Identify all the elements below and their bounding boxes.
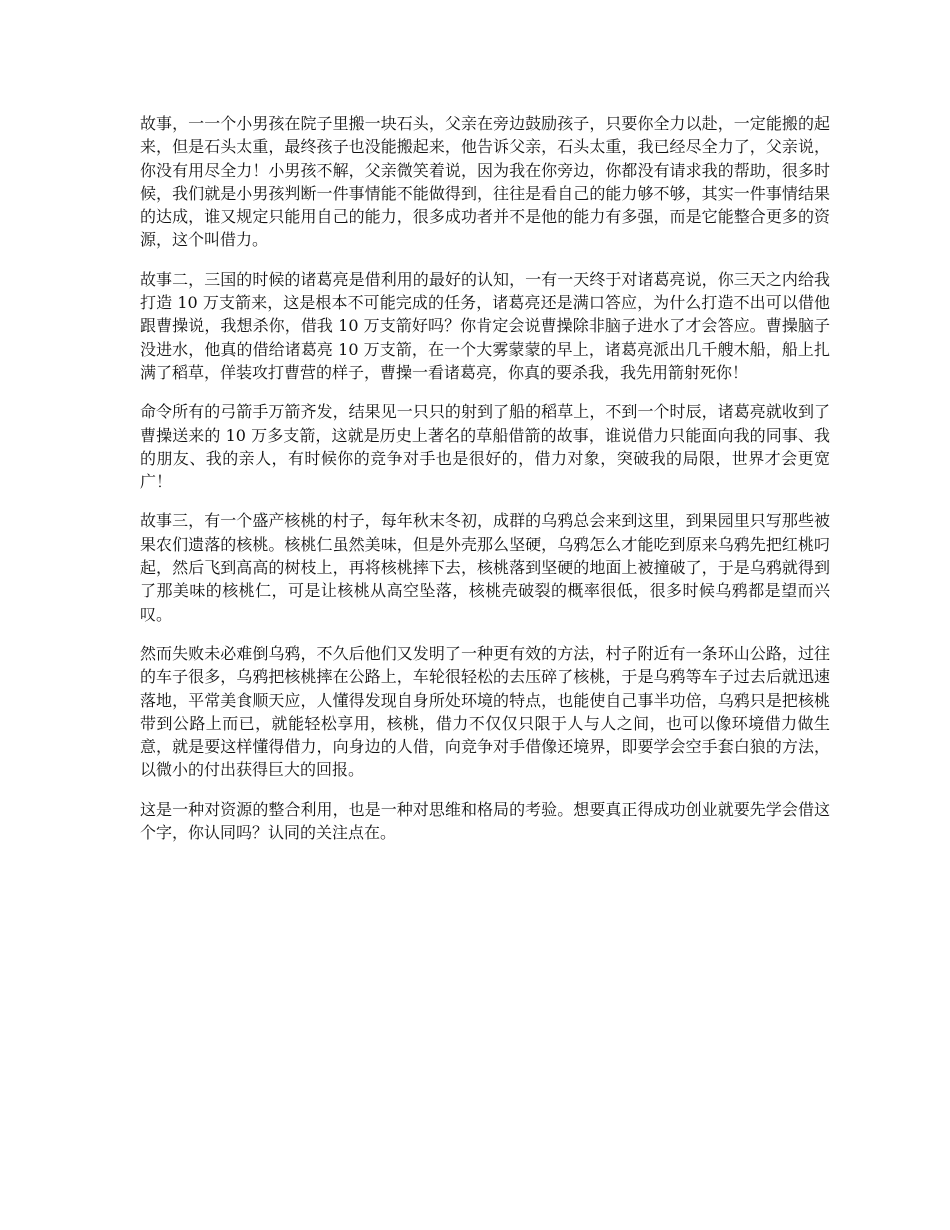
- paragraph-story-two: 故事二，三国的时候的诸葛亮是借利用的最好的认知，一有一天终于对诸葛亮说，你三天之内给我打造 10 万支箭来，这是根本不可能完成的任务，诸葛亮还是满口答应，为什么打造不出可以借他跟曹操说，我想杀你，借我 10 万支箭好吗？你肯定会说曹操除非脑子进水了才会答应。曹操脑子没进水，他真的借给诸葛亮 10 万支箭，在一个大雾蒙蒙的早上，诸葛亮派出几千艘木船，船上扎满了稻草，佯装攻打曹营的样子，曹操一看诸葛亮，你真的要杀我，我先用箭射死你！: [140, 269, 830, 382]
- paragraph-conclusion: 这是一种对资源的整合利用，也是一种对思维和格局的考验。想要真正得成功创业就要先学会借这个字，你认同吗？认同的关注点在。: [140, 799, 830, 843]
- paragraph-story-two-continued: 命令所有的弓箭手万箭齐发，结果见一只只的射到了船的稻草上，不到一个时辰，诸葛亮就收到了曹操送来的 10 万多支箭，这就是历史上著名的草船借箭的故事，谁说借力只能面向我的同事、我的朋友、我的亲人，有时候你的竞争对手也是很好的，借力对象，突破我的局限，世界才会更宽广！: [140, 402, 830, 492]
- paragraph-story-three-continued: 然而失败未必难倒乌鸦，不久后他们又发明了一种更有效的方法，村子附近有一条环山公路，过往的车子很多，乌鸦把核桃摔在公路上，车轮很轻松的去压碎了核桃，于是乌鸦等车子过去后就迅速落地，平常美食顺天应，人懂得发现自身所处环境的特点，也能使自己事半功倍，乌鸦只是把核桃带到公路上而已，就能轻松享用，核桃，借力不仅仅只限于人与人之间，也可以像环境借力做生意，就是要这样懂得借力，向身边的人借，向竞争对手借像还境界，即要学会空手套白狼的方法，以微小的付出获得巨大的回报。: [140, 643, 830, 780]
- paragraph-story-one: 故事，一一个小男孩在院子里搬一块石头，父亲在旁边鼓励孩子，只要你全力以赴，一定能搬的起来，但是石头太重，最终孩子也没能搬起来，他告诉父亲，石头太重，我已经尽全力了，父亲说，你没有用尽全力！小男孩不解，父亲微笑着说，因为我在你旁边，你都没有请求我的帮助，很多时候，我们就是小男孩判断一件事情能不能做得到，往往是看自己的能力够不够，其实一件事情结果的达成，谁又规定只能用自己的能力，很多成功者并不是他的能力有多强，而是它能整合更多的资源，这个叫借力。: [140, 114, 830, 250]
- document-body: [140, 112, 830, 860]
- paragraph-story-three: 故事三，有一个盛产核桃的村子，每年秋末冬初，成群的乌鸦总会来到这里，到果园里只写那些被果农们遗落的核桃。核桃仁虽然美味，但是外壳那么坚硬，乌鸦怎么才能吃到原来乌鸦先把红桃叼起，然后飞到高高的树枝上，再将核桃摔下去，核桃落到坚硬的地面上被撞破了，于是乌鸦就得到了那美味的核桃仁，可是让核桃从高空坠落，核桃壳破裂的概率很低，很多时候乌鸦都是望而兴叹。: [140, 511, 830, 624]
